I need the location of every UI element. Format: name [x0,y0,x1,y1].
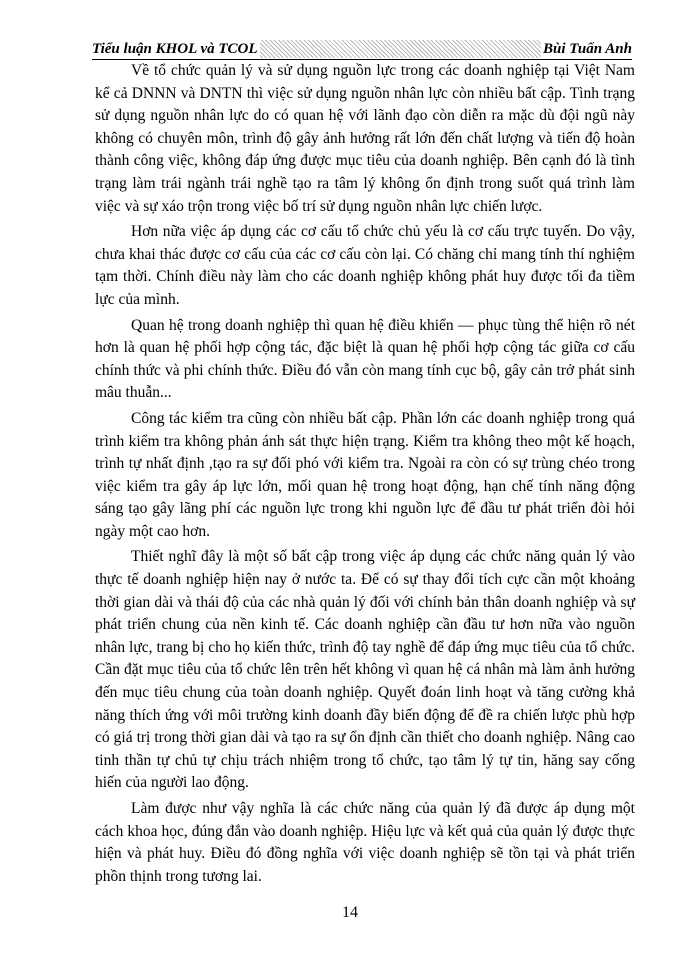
paragraph: Hơn nữa việc áp dụng các cơ cấu tổ chức chủ yếu là cơ cấu trực tuyến. Do vậy, chưa khai thác được cơ cấu của các cơ cấu còn lại. Có chăng chỉ mang tính thí nghiệm tạm thời. Chính điều này làm cho các doanh nghiệp không phát huy được tối đa tiềm lực của mình. [95,223,635,308]
paragraph: Thiết nghĩ đây là một số bất cập trong việc áp dụng các chức năng quản lý vào thực tế doanh nghiệp hiện nay ở nước ta. Để có sự thay đổi tích cực cần một khoảng thời gian dài và thái độ của các nhà quản lý đối với chính bản thân doanh nghiệp và sự phát triển chung của nền kinh tế. Các doanh nghiệp cần đầu tư hơn nữa vào nguồn nhân lực, trang bị cho họ kiến thức, trình độ tay nghề để đáp ứng mục tiêu của tổ chức. Cần đặt mục tiêu của tổ chức lên trên hết không vì quan hệ cá nhân mà làm ảnh hưởng đến mục tiêu chung của toàn doanh nghiệp. Quyết đoán linh hoạt và tăng cường khả năng thích ứng với môi trường kinh doanh đầy biến động để đề ra chiến lược phù hợp có giá trị trong thời gian dài và tạo ra sự ổn định cần thiết cho doanh nghiệp. Nâng cao tinh thần tự chủ tự chịu trách nhiệm trong tổ chức, tạo tâm lý tự tin, hăng say cống hiến của người lao động. [95,548,635,792]
running-header [92,40,632,58]
paragraph: Làm được như vậy nghĩa là các chức năng của quản lý đã được áp dụng một cách khoa học, đúng đắn vào doanh nghiệp. Hiệu lực và kết quả của quản lý được thực hiện và phát huy. Điều đó đồng nghĩa với việc doanh nghiệp sẽ tồn tại và phát triển phồn thịnh trong tương lai. [95,800,635,885]
paragraph: Quan hệ trong doanh nghiệp thì quan hệ điều khiển — phục tùng thể hiện rõ nét hơn là quan hệ phối hợp cộng tác, đặc biệt là quan hệ phối hợp cộng tác giữa cơ cấu chính thức và phi chính thức. Điều đó vẫn còn mang tính cục bộ, gây cản trở phát sinh mâu thuẫn... [95,316,635,402]
paragraph: Công tác kiểm tra cũng còn nhiều bất cập. Phần lớn các doanh nghiệp trong quá trình kiểm tra không phản ánh sát thực hiện trạng. Kiểm tra không theo một kế hoạch, trình tự nhất định ,tạo ra sự đối phó với kiểm tra. Ngoài ra còn có sự trùng chéo trong việc kiểm tra gây áp lực lớn, mối quan hệ trong hoạt động, hạn chế tính năng động sáng tạo gây lãng phí các nguồn lực trong khi nguồn lực để đầu tư phát triển đòi hỏi ngày một cao hơn. [95,409,635,540]
paragraph: Về tổ chức quản lý và sử dụng nguồn lực trong các doanh nghiệp tại Việt Nam kể cả DNNN và DNTN thì việc sử dụng nguồn nhân lực còn nhiều bất cập. Tình trạng sử dụng nguồn nhân lực do có quan hệ với lãnh đạo còn diễn ra mặc dù đội ngũ này không có chuyên môn, trình độ gây ảnh hưởng rất lớn đến chất lượng và tiến độ hoàn thành công việc, không đáp ứng được mục tiêu của doanh nghiệp. Bên cạnh đó là tình trạng làm trái ngành trái nghề tạo ra tâm lý không ổn định trong suốt quá trình làm việc và sự xáo trộn trong việc bố trí sử dụng nguồn nhân lực chiến lược. [95,62,635,215]
header-author: Bùi Tuấn Anh [543,41,632,57]
page-number: 14 [342,904,358,921]
body-text [95,60,635,891]
header-title: Tiểu luận KHOL và TCOL [92,41,258,57]
